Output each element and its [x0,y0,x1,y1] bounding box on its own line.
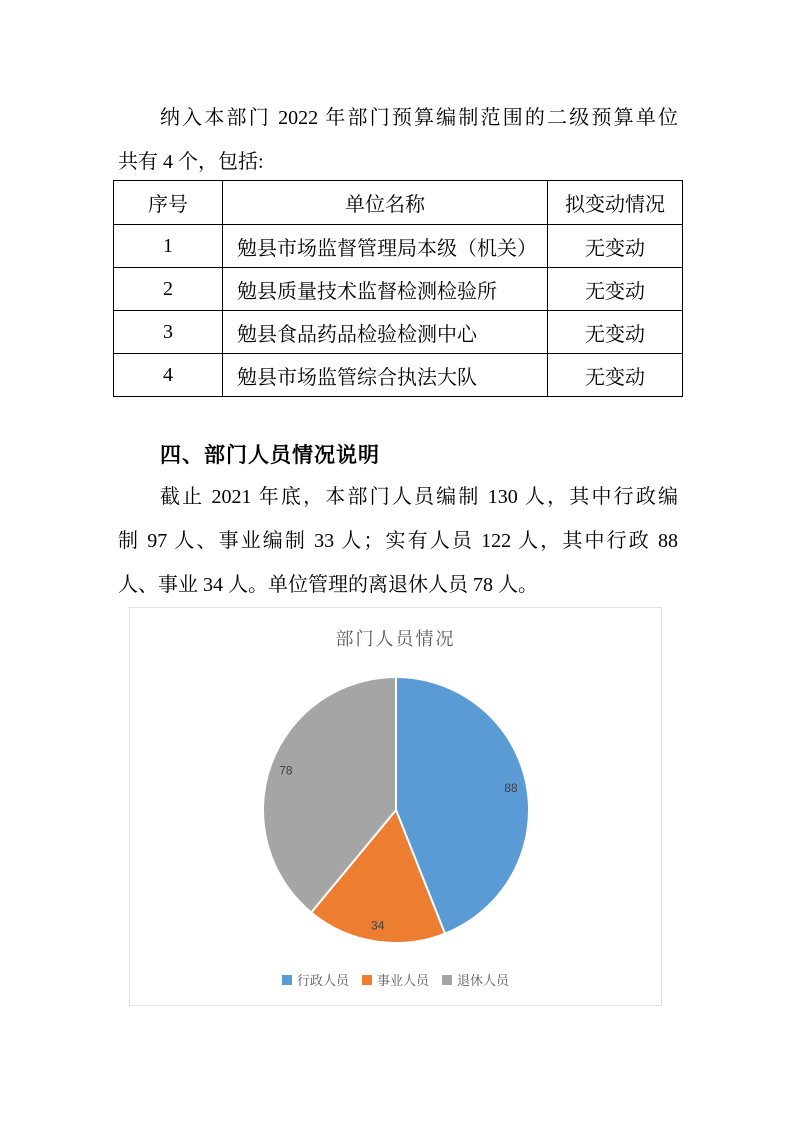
text-line: 共有 4 个，包括: [118,151,264,173]
table-cell-unit-name: 勉县食品药品检验检测中心 [223,311,548,354]
legend-swatch-icon [442,975,452,985]
table-cell-change-status: 无变动 [548,311,683,354]
budget-units-table [113,180,683,397]
table-cell-index: 3 [114,311,223,354]
table-header-unit-name: 单位名称 [223,181,548,225]
table-header-row [114,181,683,225]
text-line: 纳入本部门 2022 年部门预算编制范围的二级预算单位 [160,107,678,129]
legend-label: 行政人员 [296,973,349,988]
table-row [114,225,683,268]
table-cell-unit-name: 勉县市场监督管理局本级（机关） [223,225,548,268]
table-cell-unit-name: 勉县质量技术监督检测检验所 [223,268,548,311]
chart-legend [130,970,661,989]
text-line: 制 97 人、事业编制 33 人；实有人员 122 人，其中行政 88 [118,530,678,552]
text-line: 截止 2021 年底，本部门人员编制 130 人，其中行政编 [160,486,678,508]
legend-label: 事业人员 [376,973,429,988]
personnel-pie-chart [129,607,662,1006]
table-row [114,268,683,311]
section-heading: 四、部门人员情况说明 [160,444,380,467]
table-row [114,354,683,397]
table-cell-index: 4 [114,354,223,397]
pie-data-label: 34 [371,918,385,933]
legend-swatch-icon [362,975,372,985]
pie-data-label: 88 [504,781,518,796]
table-cell-index: 2 [114,268,223,311]
table-cell-change-status: 无变动 [548,354,683,397]
table-header-index: 序号 [114,181,223,225]
legend-swatch-icon [282,975,292,985]
table-cell-change-status: 无变动 [548,225,683,268]
table-cell-change-status: 无变动 [548,268,683,311]
legend-item [282,970,349,989]
chart-title: 部门人员情况 [335,629,456,649]
pie-chart-svg [130,608,661,1005]
table-cell-unit-name: 勉县市场监管综合执法大队 [223,354,548,397]
table-cell-index: 1 [114,225,223,268]
table-row [114,311,683,354]
intro-paragraph [118,96,678,184]
text-line: 人、事业 34 人。单位管理的离退休人员 78 人。 [118,574,538,596]
pie-data-label: 78 [279,763,293,778]
legend-item [442,970,509,989]
table-header-change-status: 拟变动情况 [548,181,683,225]
legend-label: 退休人员 [457,973,510,988]
legend-item [362,970,429,989]
personnel-paragraph [118,475,678,607]
